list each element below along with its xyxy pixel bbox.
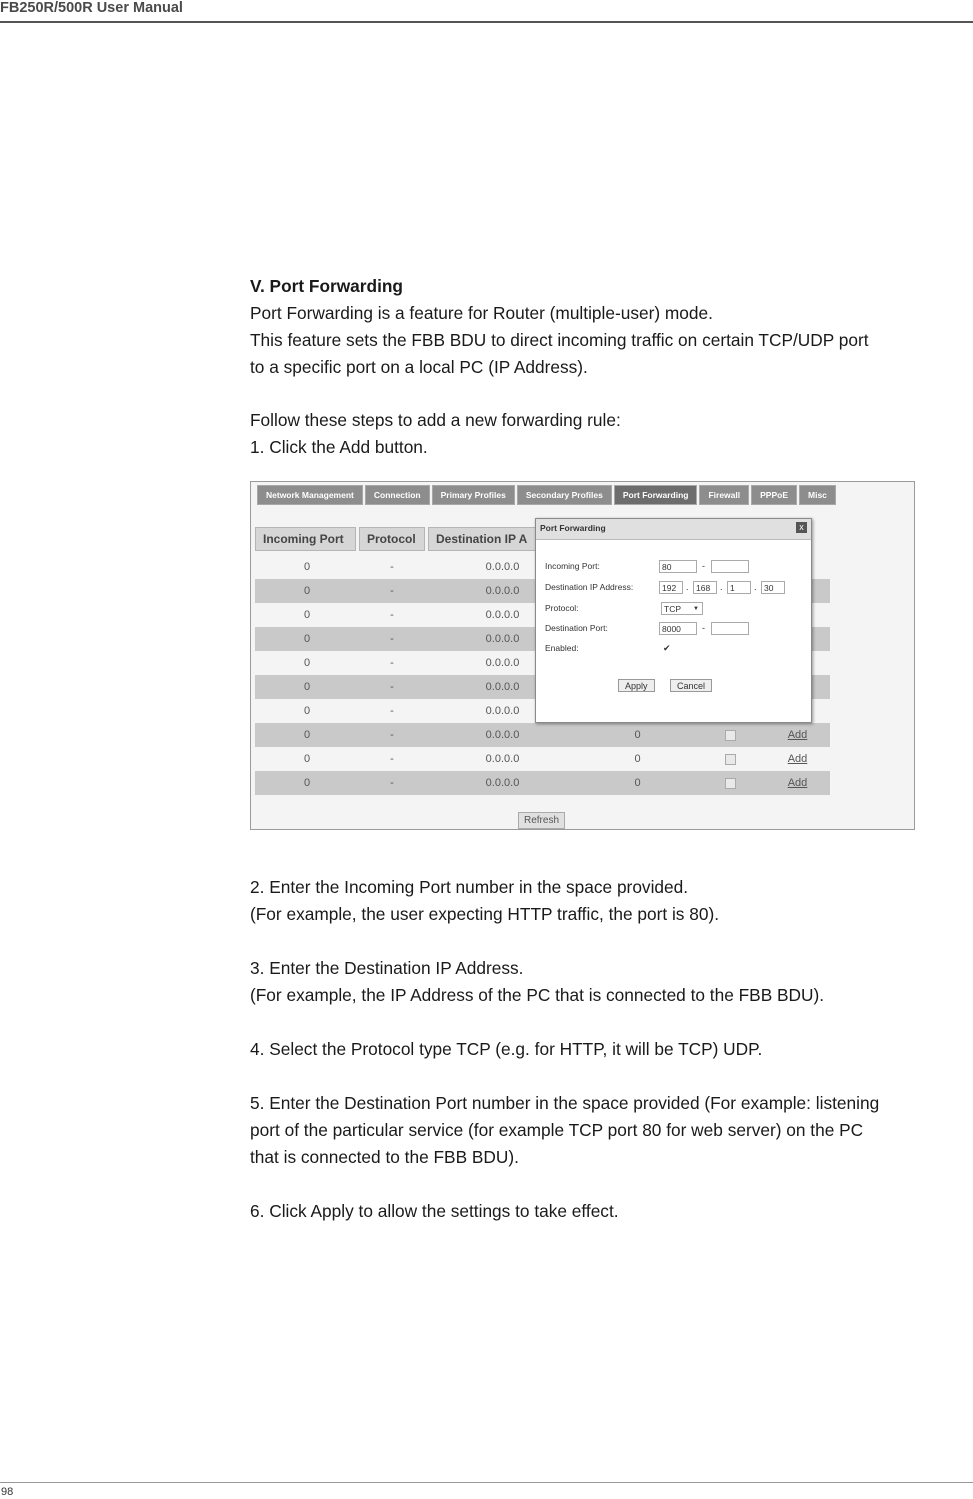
enabled-cell [695,747,765,771]
step-5-line-2: port of the particular service (for example TCP port 80 for web server) on the PC [250,1120,864,1140]
destination-ip-cell: 0.0.0.0 [485,609,520,621]
destination-port-cell: 0 [634,753,641,765]
incoming-port-start-input[interactable]: 80 [659,560,697,573]
apply-button[interactable]: Apply [618,679,655,692]
enabled-label: Enabled: [545,643,579,653]
enabled-cell [695,723,765,747]
close-icon[interactable]: x [796,522,807,533]
intro-line-2: This feature sets the FBB BDU to direct incoming traffic on certain TCP/UDP port [250,330,869,350]
destination-ip-cell: 0.0.0.0 [485,681,520,693]
tab-connection[interactable]: Connection [365,485,430,505]
destination-ip-cell: 0.0.0.0 [485,705,520,717]
section-heading: V. Port Forwarding [250,276,403,296]
incoming-port-end-input[interactable] [711,560,749,573]
protocol-cell: - [390,681,394,693]
incoming-port-cell: 0 [303,609,311,621]
destination-ip-label: Destination IP Address: [545,582,634,592]
ip-octet-3-input[interactable]: 1 [727,581,751,594]
port-forwarding-dialog [535,518,812,723]
refresh-button[interactable]: Refresh [518,812,565,829]
tab-primary-profiles[interactable]: Primary Profiles [432,485,515,505]
enabled-checkbox[interactable] [725,778,736,789]
tab-network-management[interactable]: Network Management [257,485,363,505]
dialog-titlebar [536,519,811,540]
step-6: 6. Click Apply to allow the settings to take effect. [250,1201,619,1221]
chevron-down-icon: ▼ [693,606,699,612]
protocol-cell: - [390,609,394,621]
table-row [255,771,830,795]
enabled-checkbox[interactable]: ✔ [663,643,671,653]
protocol-cell: - [390,633,394,645]
incoming-port-cell: 0 [303,729,311,741]
footer-divider [0,1482,973,1483]
steps-intro-block [250,407,621,461]
step-5-line-3: that is connected to the FBB BDU). [250,1147,519,1167]
destination-ip-cell: 0.0.0.0 [485,729,520,741]
ip-octet-4-input[interactable]: 30 [761,581,785,594]
intro-line-1: Port Forwarding is a feature for Router (multiple-user) mode. [250,303,713,323]
protocol-cell: - [390,657,394,669]
incoming-port-cell: 0 [303,681,311,693]
destination-ip-cell: 0.0.0.0 [485,657,520,669]
range-dash: - [702,623,705,633]
destination-ip-cell: 0.0.0.0 [485,777,520,789]
steps-block [250,874,879,1225]
protocol-cell: - [390,777,394,789]
tab-pppoe[interactable]: PPPoE [751,485,797,505]
settings-tabs [257,485,836,505]
protocol-label: Protocol: [545,603,579,613]
add-link[interactable]: Add [787,729,808,741]
protocol-cell: - [390,729,394,741]
step-1: 1. Click the Add button. [250,437,428,457]
steps-intro: Follow these steps to add a new forwarding rule: [250,410,621,430]
incoming-port-cell: 0 [303,561,311,573]
step-3-note: (For example, the IP Address of the PC that is connected to the FBB BDU). [250,985,825,1005]
table-row [255,747,830,771]
ip-octet-1-input[interactable]: 192 [659,581,683,594]
step-3: 3. Enter the Destination IP Address. [250,958,524,978]
protocol-selected-value: TCP [664,604,681,614]
step-5-line-1: 5. Enter the Destination Port number in the space provided (For example: listening [250,1093,880,1113]
tab-secondary-profiles[interactable]: Secondary Profiles [517,485,612,505]
column-protocol: Protocol [359,527,425,551]
destination-port-label: Destination Port: [545,623,608,633]
column-incoming-port: Incoming Port [255,527,356,551]
incoming-port-label: Incoming Port: [545,561,600,571]
header-divider [0,21,973,23]
destination-ip-cell: 0.0.0.0 [485,753,520,765]
protocol-cell: - [390,705,394,717]
enabled-cell [695,771,765,795]
incoming-port-cell: 0 [303,633,311,645]
enabled-checkbox[interactable] [725,754,736,765]
tab-firewall[interactable]: Firewall [699,485,749,505]
step-2: 2. Enter the Incoming Port number in the space provided. [250,877,689,897]
protocol-select[interactable] [661,602,703,615]
incoming-port-cell: 0 [303,777,311,789]
cancel-button[interactable]: Cancel [670,679,712,692]
incoming-port-cell: 0 [303,585,311,597]
protocol-cell: - [390,753,394,765]
page-number: 98 [1,1486,14,1498]
add-link[interactable]: Add [787,753,808,765]
ip-dot: . [720,582,723,592]
ip-dot: . [754,582,757,592]
step-4: 4. Select the Protocol type TCP (e.g. for HTTP, it will be TCP) UDP. [250,1039,763,1059]
destination-ip-cell: 0.0.0.0 [485,633,520,645]
tab-port-forwarding[interactable]: Port Forwarding [614,485,698,505]
destination-port-cell: 0 [634,777,641,789]
step-2-note: (For example, the user expecting HTTP traffic, the port is 80). [250,904,720,924]
manual-title: FB250R/500R User Manual [0,0,183,16]
enabled-checkbox[interactable] [725,730,736,741]
incoming-port-cell: 0 [303,657,311,669]
incoming-port-cell: 0 [303,753,311,765]
range-dash: - [702,561,705,571]
incoming-port-cell: 0 [303,705,311,717]
ip-dot: . [686,582,689,592]
destination-port-end-input[interactable] [711,622,749,635]
dialog-title: Port Forwarding [540,523,606,533]
destination-ip-cell: 0.0.0.0 [485,585,520,597]
destination-ip-cell: 0.0.0.0 [485,561,520,573]
table-row [255,723,830,747]
section-intro [250,273,869,381]
column-destination-ip: Destination IP A [428,527,538,551]
protocol-cell: - [390,585,394,597]
ip-octet-2-input[interactable]: 168 [693,581,717,594]
intro-line-3: to a specific port on a local PC (IP Address). [250,357,588,377]
destination-port-cell: 0 [634,729,641,741]
protocol-cell: - [390,561,394,573]
tab-misc[interactable]: Misc [799,485,836,505]
port-forwarding-screenshot [250,481,915,830]
destination-port-start-input[interactable]: 8000 [659,622,697,635]
add-link[interactable]: Add [787,777,808,789]
